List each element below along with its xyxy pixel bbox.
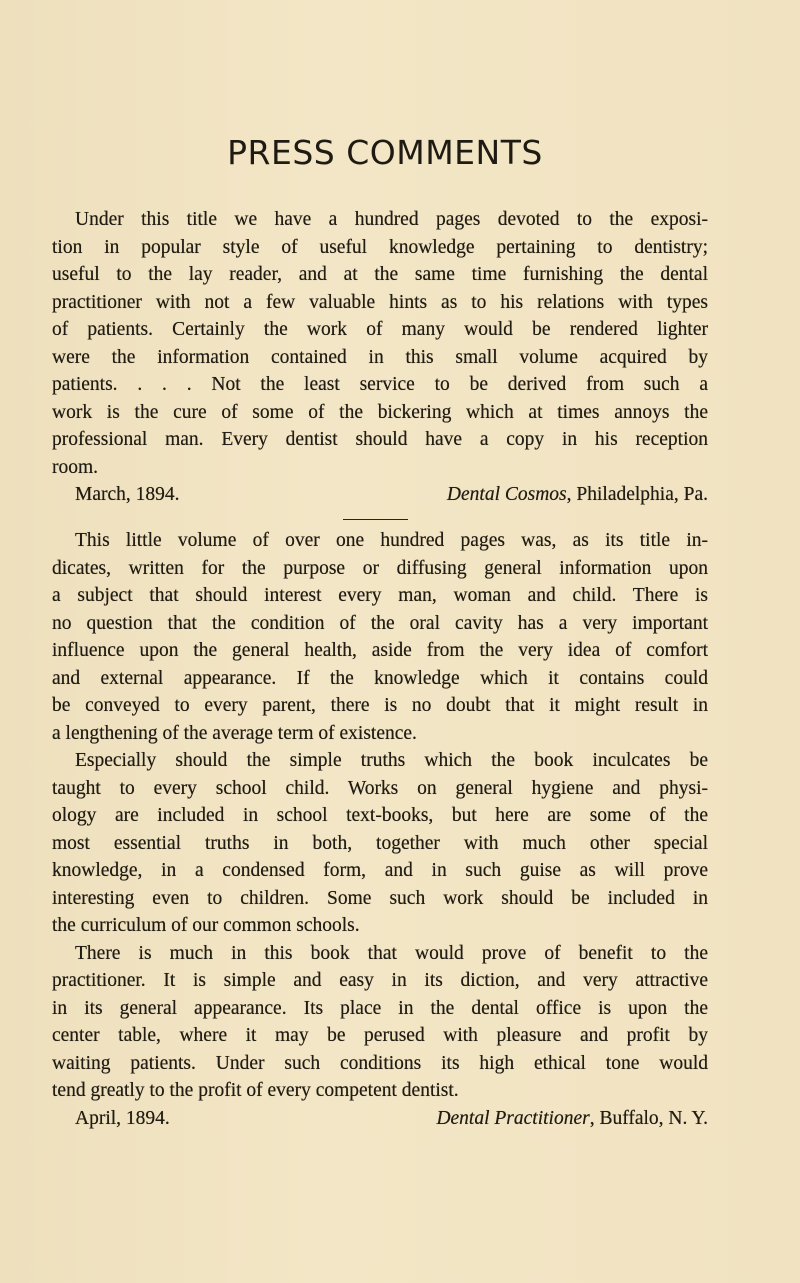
text-line: dicates, written for the purpose or diffusing general information upon — [52, 557, 708, 579]
text-line: in its general appearance. Its place in the dental office is upon the — [52, 997, 708, 1019]
text-line: tion in popular style of useful knowledge pertaining to dentistry; — [52, 236, 708, 258]
text-line: and external appearance. If the knowledge which it contains could — [52, 667, 708, 689]
text-line: knowledge, in a condensed form, and in such guise as will prove — [52, 860, 708, 881]
citation-date: April, 1894. — [75, 1107, 170, 1129]
text-line: work is the cure of some of the bickering which at times annoys the — [52, 401, 708, 423]
text-line: of patients. Certainly the work of many would be rendered lighter — [52, 319, 708, 340]
citation-source — [436, 1105, 708, 1133]
text-line: center table, where it may be perused with pleasure and profit by — [52, 1025, 708, 1046]
text-line: were the information contained in this small volume acquired by — [52, 346, 708, 368]
text-line: tend greatly to the profit of every competent dentist. — [52, 1080, 459, 1101]
text-line: the curriculum of our common schools. — [52, 915, 360, 936]
separator-rule — [343, 519, 408, 521]
text-line: interesting even to children. Some such work should be included in — [52, 887, 708, 909]
citation-date: March, 1894. — [75, 484, 180, 505]
text-line: no question that the condition of the oral cavity has a very important — [52, 612, 708, 634]
text-line: practitioner with not a few valuable hints as to his relations with types — [52, 291, 708, 313]
review-paragraph — [52, 747, 708, 940]
text-line: room. — [52, 456, 99, 478]
review-block — [52, 206, 708, 509]
journal-name: Dental Practitioner — [436, 1107, 590, 1129]
text-line: influence upon the general health, aside from the very idea of comfort — [52, 640, 708, 661]
review-citation — [52, 481, 708, 509]
text-line: a subject that should interest every man, woman and child. There is — [52, 585, 708, 606]
text-line: Under this title we have a hundred pages devoted to the exposi- — [75, 209, 708, 230]
text-line: most essential truths in both, together with much other special — [52, 832, 708, 854]
text-line: a lengthening of the average term of existence. — [52, 722, 417, 744]
review-paragraph — [52, 527, 708, 747]
text-line: waiting patients. Under such conditions its high ethical tone would — [52, 1052, 708, 1074]
journal-place: , Philadelphia, Pa. — [566, 484, 708, 505]
text-line: patients. . . . Not the least service to be derived from such a — [52, 374, 708, 395]
text-line: ology are included in school text-books, but here are some of the — [52, 805, 708, 826]
text-line: practitioner. It is simple and easy in its diction, and very attractive — [52, 970, 708, 991]
page-title: PRESS COMMENTS — [227, 133, 543, 172]
text-line: professional man. Every dentist should have a copy in his reception — [52, 429, 708, 450]
citation-source — [447, 481, 708, 509]
journal-name: Dental Cosmos — [446, 484, 567, 505]
journal-place: , Buffalo, N. Y. — [589, 1107, 708, 1129]
press-comments-body — [52, 206, 708, 1132]
text-line: taught to every school child. Works on general hygiene and physi- — [52, 777, 708, 799]
review-paragraph — [52, 940, 708, 1105]
review-block — [52, 527, 708, 1132]
text-line: This little volume of over one hundred pages was, as its title in- — [75, 530, 708, 551]
text-line: There is much in this book that would prove of benefit to the — [75, 942, 708, 964]
text-line: be conveyed to every parent, there is no doubt that it might result in — [52, 695, 708, 716]
text-line: Especially should the simple truths which the book inculcates be — [75, 750, 708, 771]
text-line: useful to the lay reader, and at the same time furnishing the dental — [52, 264, 708, 285]
review-paragraph — [52, 206, 708, 481]
review-citation — [52, 1105, 708, 1133]
